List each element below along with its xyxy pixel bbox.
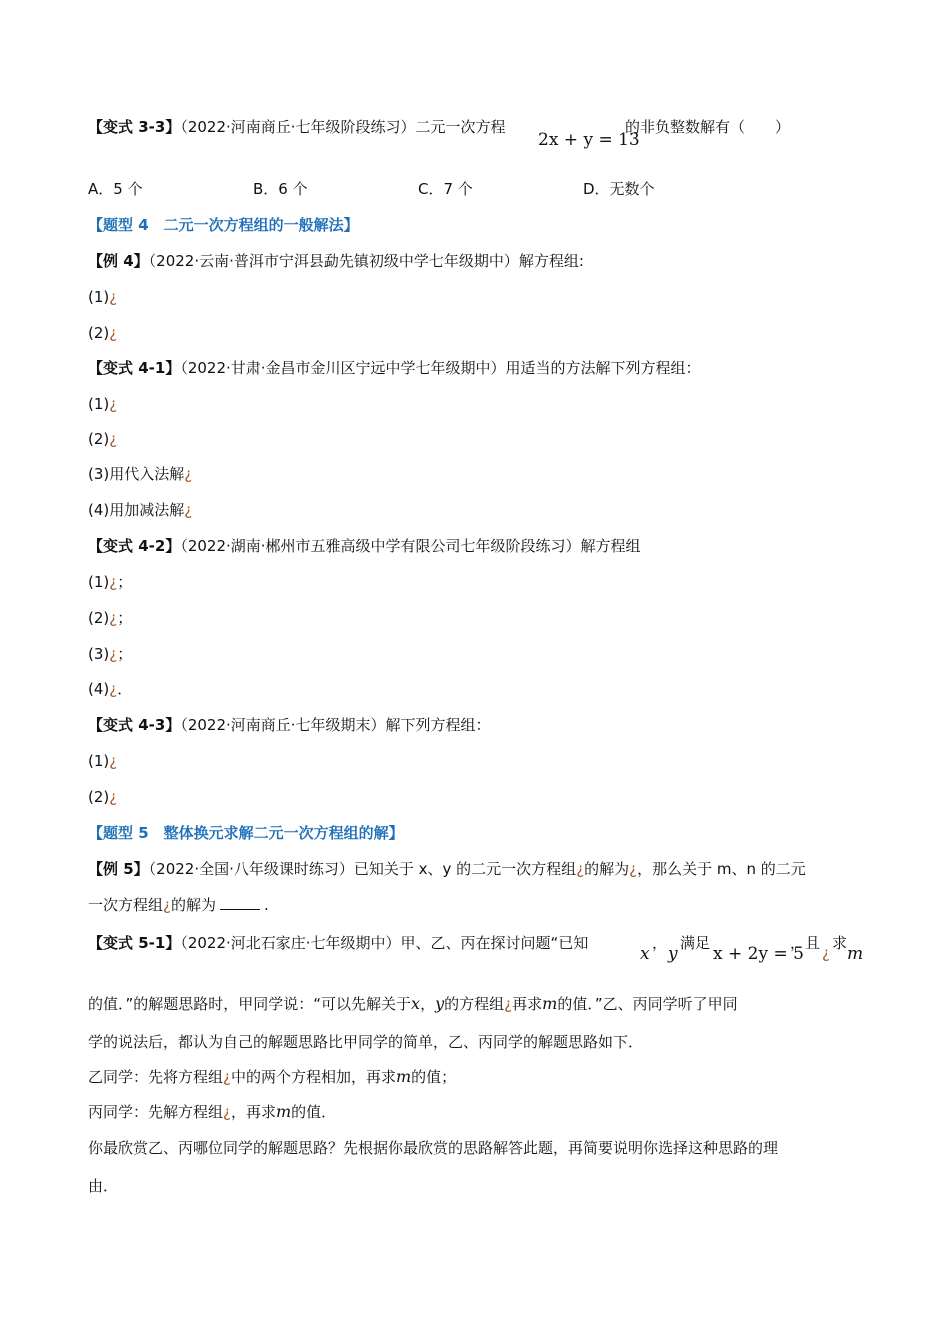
v51-line2: 的值．”的解题思路时，甲同学说：“可以先解关于x，y的方程组¿再求m的值．”乙、丙同学听了甲同 bbox=[88, 994, 738, 1013]
v42-source: （2022·湖南·郴州市五雅高级中学有限公司七年级阶段练习） bbox=[180, 537, 581, 555]
answer-blank[interactable] bbox=[220, 895, 260, 910]
ex4-text: 解方程组: bbox=[518, 252, 584, 270]
v33-option-d: D．无数个 bbox=[583, 180, 655, 198]
v43-tag: 【变式 4-3】 bbox=[88, 716, 181, 734]
v43-item-1: (1)¿ bbox=[88, 752, 118, 770]
v33-question bbox=[88, 116, 506, 138]
v42-item-1: (1)¿； bbox=[88, 573, 133, 591]
v42-item-3: (3)¿； bbox=[88, 645, 133, 663]
v43-text: 解下列方程组： bbox=[385, 716, 491, 734]
v51-question-line1: 【变式 5-1】（2022·河北石家庄·七年级期中）甲、乙、丙在探讨问题“已知 bbox=[88, 934, 589, 952]
ex5-source: （2022·全国·八年级课时练习） bbox=[148, 860, 354, 878]
v33-tag: 【变式 3-3】 bbox=[88, 118, 181, 136]
ex4-source: （2022·云南·普洱市宁洱县勐先镇初级中学七年级期中） bbox=[148, 252, 519, 270]
v51-mid: 满足 bbox=[680, 934, 711, 952]
v51-line4: 乙同学：先将方程组¿中的两个方程相加，再求m的值； bbox=[88, 1067, 457, 1086]
v51-qiu: 求 bbox=[832, 934, 848, 952]
v51-line6: 你最欣赏乙、丙哪位同学的解题思路？先根据你最欣赏的思路解答此题，再简要说明你选择这种思路的理 bbox=[88, 1139, 779, 1157]
v51-glyph: ¿ bbox=[822, 944, 830, 962]
v41-item-2: (2)¿ bbox=[88, 430, 118, 448]
v41-item-1: (1)¿ bbox=[88, 395, 118, 413]
v33-option-c: C．7 个 bbox=[418, 180, 473, 198]
v33-source: （2022·河南商丘·七年级阶段练习） bbox=[180, 118, 416, 136]
v41-item-4: (4)用加减法解¿ bbox=[88, 501, 193, 519]
v33-option-a: A．5 个 bbox=[88, 180, 143, 198]
section-4-heading: 【题型 4 二元一次方程组的一般解法】 bbox=[88, 216, 359, 234]
v41-source: （2022·甘肃·金昌市金川区宁远中学七年级期中） bbox=[180, 359, 506, 377]
v51-equation: x + 2y = 5 bbox=[713, 944, 804, 964]
v41-item-3: (3)用代入法解¿ bbox=[88, 465, 193, 483]
ex4-question bbox=[88, 250, 584, 272]
missing-equation-glyph: ¿ bbox=[109, 324, 118, 342]
v51-var-y: y bbox=[668, 944, 678, 964]
ex4-item-1: (1)¿ bbox=[88, 288, 118, 306]
missing-equation-glyph: ¿ bbox=[109, 288, 118, 306]
v51-var-m: m bbox=[847, 944, 864, 964]
v33-tail: 的非负整数解有（ ） bbox=[625, 118, 791, 136]
v33-option-b: B．6 个 bbox=[253, 180, 308, 198]
ex5-question-line2: 一次方程组¿的解为 . bbox=[88, 896, 269, 914]
v51-comma: ， bbox=[652, 934, 668, 952]
v41-question bbox=[88, 357, 701, 379]
v43-item-2: (2)¿ bbox=[88, 788, 118, 806]
section-5-heading: 【题型 5 整体换元求解二元一次方程组的解】 bbox=[88, 824, 404, 842]
v42-item-2: (2)¿； bbox=[88, 609, 133, 627]
v42-question bbox=[88, 535, 641, 557]
v42-item-4: (4)¿． bbox=[88, 680, 133, 698]
ex5-tag: 【例 5】 bbox=[88, 860, 149, 878]
v51-qie: ，且 bbox=[790, 934, 821, 952]
v51-source: （2022·河北石家庄·七年级期中） bbox=[180, 934, 401, 952]
v51-line3: 学的说法后，都认为自己的解题思路比甲同学的简单，乙、丙同学的解题思路如下． bbox=[88, 1033, 644, 1051]
v41-text: 用适当的方法解下列方程组： bbox=[505, 359, 701, 377]
v51-line5: 丙同学：先解方程组¿，再求m的值． bbox=[88, 1102, 337, 1121]
v42-text: 解方程组 bbox=[580, 537, 641, 555]
v51-tag: 【变式 5-1】 bbox=[88, 934, 181, 952]
v51-line7: 由． bbox=[88, 1177, 119, 1195]
ex4-item-2: (2)¿ bbox=[88, 324, 118, 342]
v33-equation: 2x + y = 13 bbox=[538, 130, 640, 150]
v43-question bbox=[88, 714, 491, 736]
ex4-tag: 【例 4】 bbox=[88, 252, 149, 270]
v42-tag: 【变式 4-2】 bbox=[88, 537, 181, 555]
v33-text: 二元一次方程 bbox=[415, 118, 506, 136]
ex5-question-line1: 【例 5】（2022·全国·八年级课时练习）已知关于 x、y 的二元一次方程组¿的解为¿，那么关于 m、n 的二元 bbox=[88, 860, 806, 878]
v51-var-x: x bbox=[640, 944, 650, 964]
v43-source: （2022·河南商丘·七年级期末） bbox=[180, 716, 386, 734]
v41-tag: 【变式 4-1】 bbox=[88, 359, 181, 377]
